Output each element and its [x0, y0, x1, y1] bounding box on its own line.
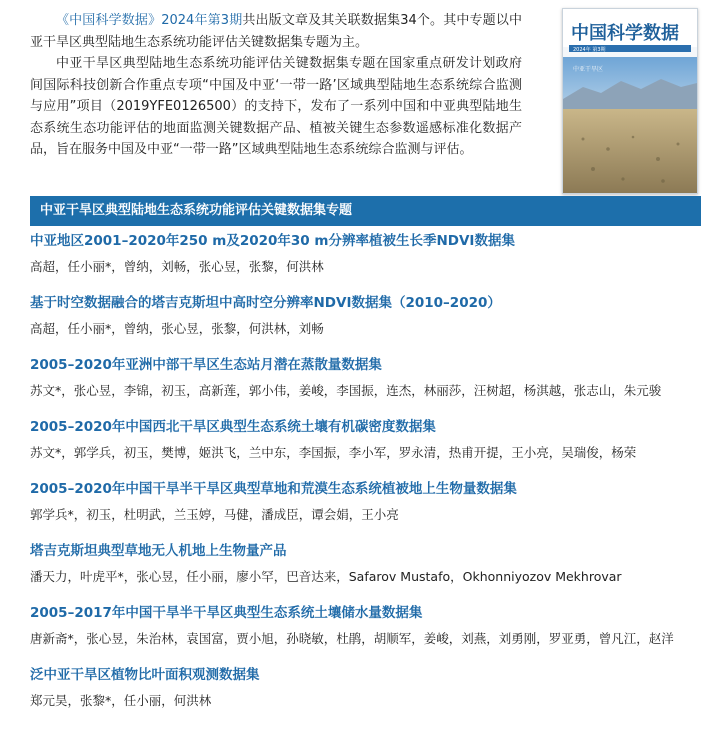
dataset-authors: 高超，任小丽*，曾纳，刘畅，张心昱，张黎，何洪林: [30, 259, 324, 274]
intro-text: [30, 10, 522, 161]
dataset-title-link[interactable]: 中亚地区2001–2020年250 m及2020年30 m分辨率植被生长季NDVI数据集: [30, 233, 515, 249]
list-item: [30, 664, 710, 712]
intro-paragraph-1: [30, 10, 522, 53]
dataset-authors: 苏文*，郭学兵，初玉，樊博，姬洪飞，兰中东，李国振，李小军，罗永清，热甫开提，王小亮，吴瑞俊，杨荣: [30, 445, 637, 460]
intro-paragraph-1-rest: 共出版文章及其关联数据集34个。其中专题以中亚干旱区典型陆地生态系统功能评估关键数据集专题为主。: [30, 13, 522, 50]
journal-name-link[interactable]: 《中国科学数据》: [56, 13, 162, 28]
list-item: [30, 292, 710, 340]
dataset-title-link[interactable]: 2005–2020年亚洲中部干旱区生态站月潜在蒸散量数据集: [30, 357, 382, 373]
dataset-title-link[interactable]: 2005–2020年中国干旱半干旱区典型草地和荒漠生态系统植被地上生物量数据集: [30, 481, 517, 497]
dataset-authors: 高超，任小丽*，曾纳，张心昱，张黎，何洪林，刘畅: [30, 321, 324, 336]
issue-link[interactable]: 2024年第3期: [161, 13, 243, 28]
cover-masthead: 中国科学数据: [571, 23, 679, 44]
list-item: [30, 478, 710, 526]
dataset-list: [30, 230, 710, 726]
list-item: [30, 416, 710, 464]
dataset-authors: 苏文*，张心昱，李锦，初玉，高新莲，郭小伟，姜峻，李国振，连杰，林丽莎，汪树超，杨淇越，张志山，朱元骏: [30, 383, 662, 398]
dataset-authors: 郑元昊，张黎*，任小丽，何洪林: [30, 693, 212, 708]
dataset-title-link[interactable]: 塔吉克斯坦典型草地无人机地上生物量产品: [30, 543, 287, 559]
dataset-authors: 唐新斋*，张心昱，朱治林，袁国富，贾小旭，孙晓敏，杜鹃，胡顺军，姜峻，刘燕，刘勇刚，罗亚勇，曾凡江，赵洋: [30, 631, 674, 646]
journal-cover-image: [562, 8, 698, 194]
list-item: [30, 540, 710, 588]
dataset-authors: 郭学兵*，初玉，杜明武，兰玉婷，马健，潘成臣，谭会娟，王小亮: [30, 507, 399, 522]
dataset-title-link[interactable]: 泛中亚干旱区植物比叶面积观测数据集: [30, 667, 260, 683]
intro-paragraph-2: 中亚干旱区典型陆地生态系统功能评估关键数据集专题在国家重点研发计划政府间国际科技创新合作重点专项“中国及中亚‘一带一路’区域典型陆地生态系统综合监测与应用”项目（2019YFE0126500）的支持下，发布了一系列中国和中亚典型陆地生态系统生态功能评估的地面监测关键数据产品、植被关键生态参数遥感标准化数据产品，旨在服务中国及中亚“一带一路”区域典型陆地生态系统综合监测与评估。: [30, 56, 522, 157]
dataset-title-link[interactable]: 基于时空数据融合的塔吉克斯坦中高时空分辨率NDVI数据集（2010–2020）: [30, 295, 501, 311]
list-item: [30, 230, 710, 278]
dataset-authors: 潘天力，叶虎平*，张心昱，任小丽，廖小罕，巴音达来，Safarov Mustafo，Okhonniyozov Mekhrovar: [30, 569, 622, 584]
cover-caption: 中亚干旱区: [573, 66, 604, 73]
cover-issue-strip: 2024年 第3期: [573, 47, 606, 53]
list-item: [30, 602, 710, 650]
list-item: [30, 354, 710, 402]
dataset-title-link[interactable]: 2005–2017年中国干旱半干旱区典型生态系统土壤储水量数据集: [30, 605, 423, 621]
special-issue-banner: 中亚干旱区典型陆地生态系统功能评估关键数据集专题: [30, 196, 701, 226]
dataset-title-link[interactable]: 2005–2020年中国西北干旱区典型生态系统土壤有机碳密度数据集: [30, 419, 436, 435]
